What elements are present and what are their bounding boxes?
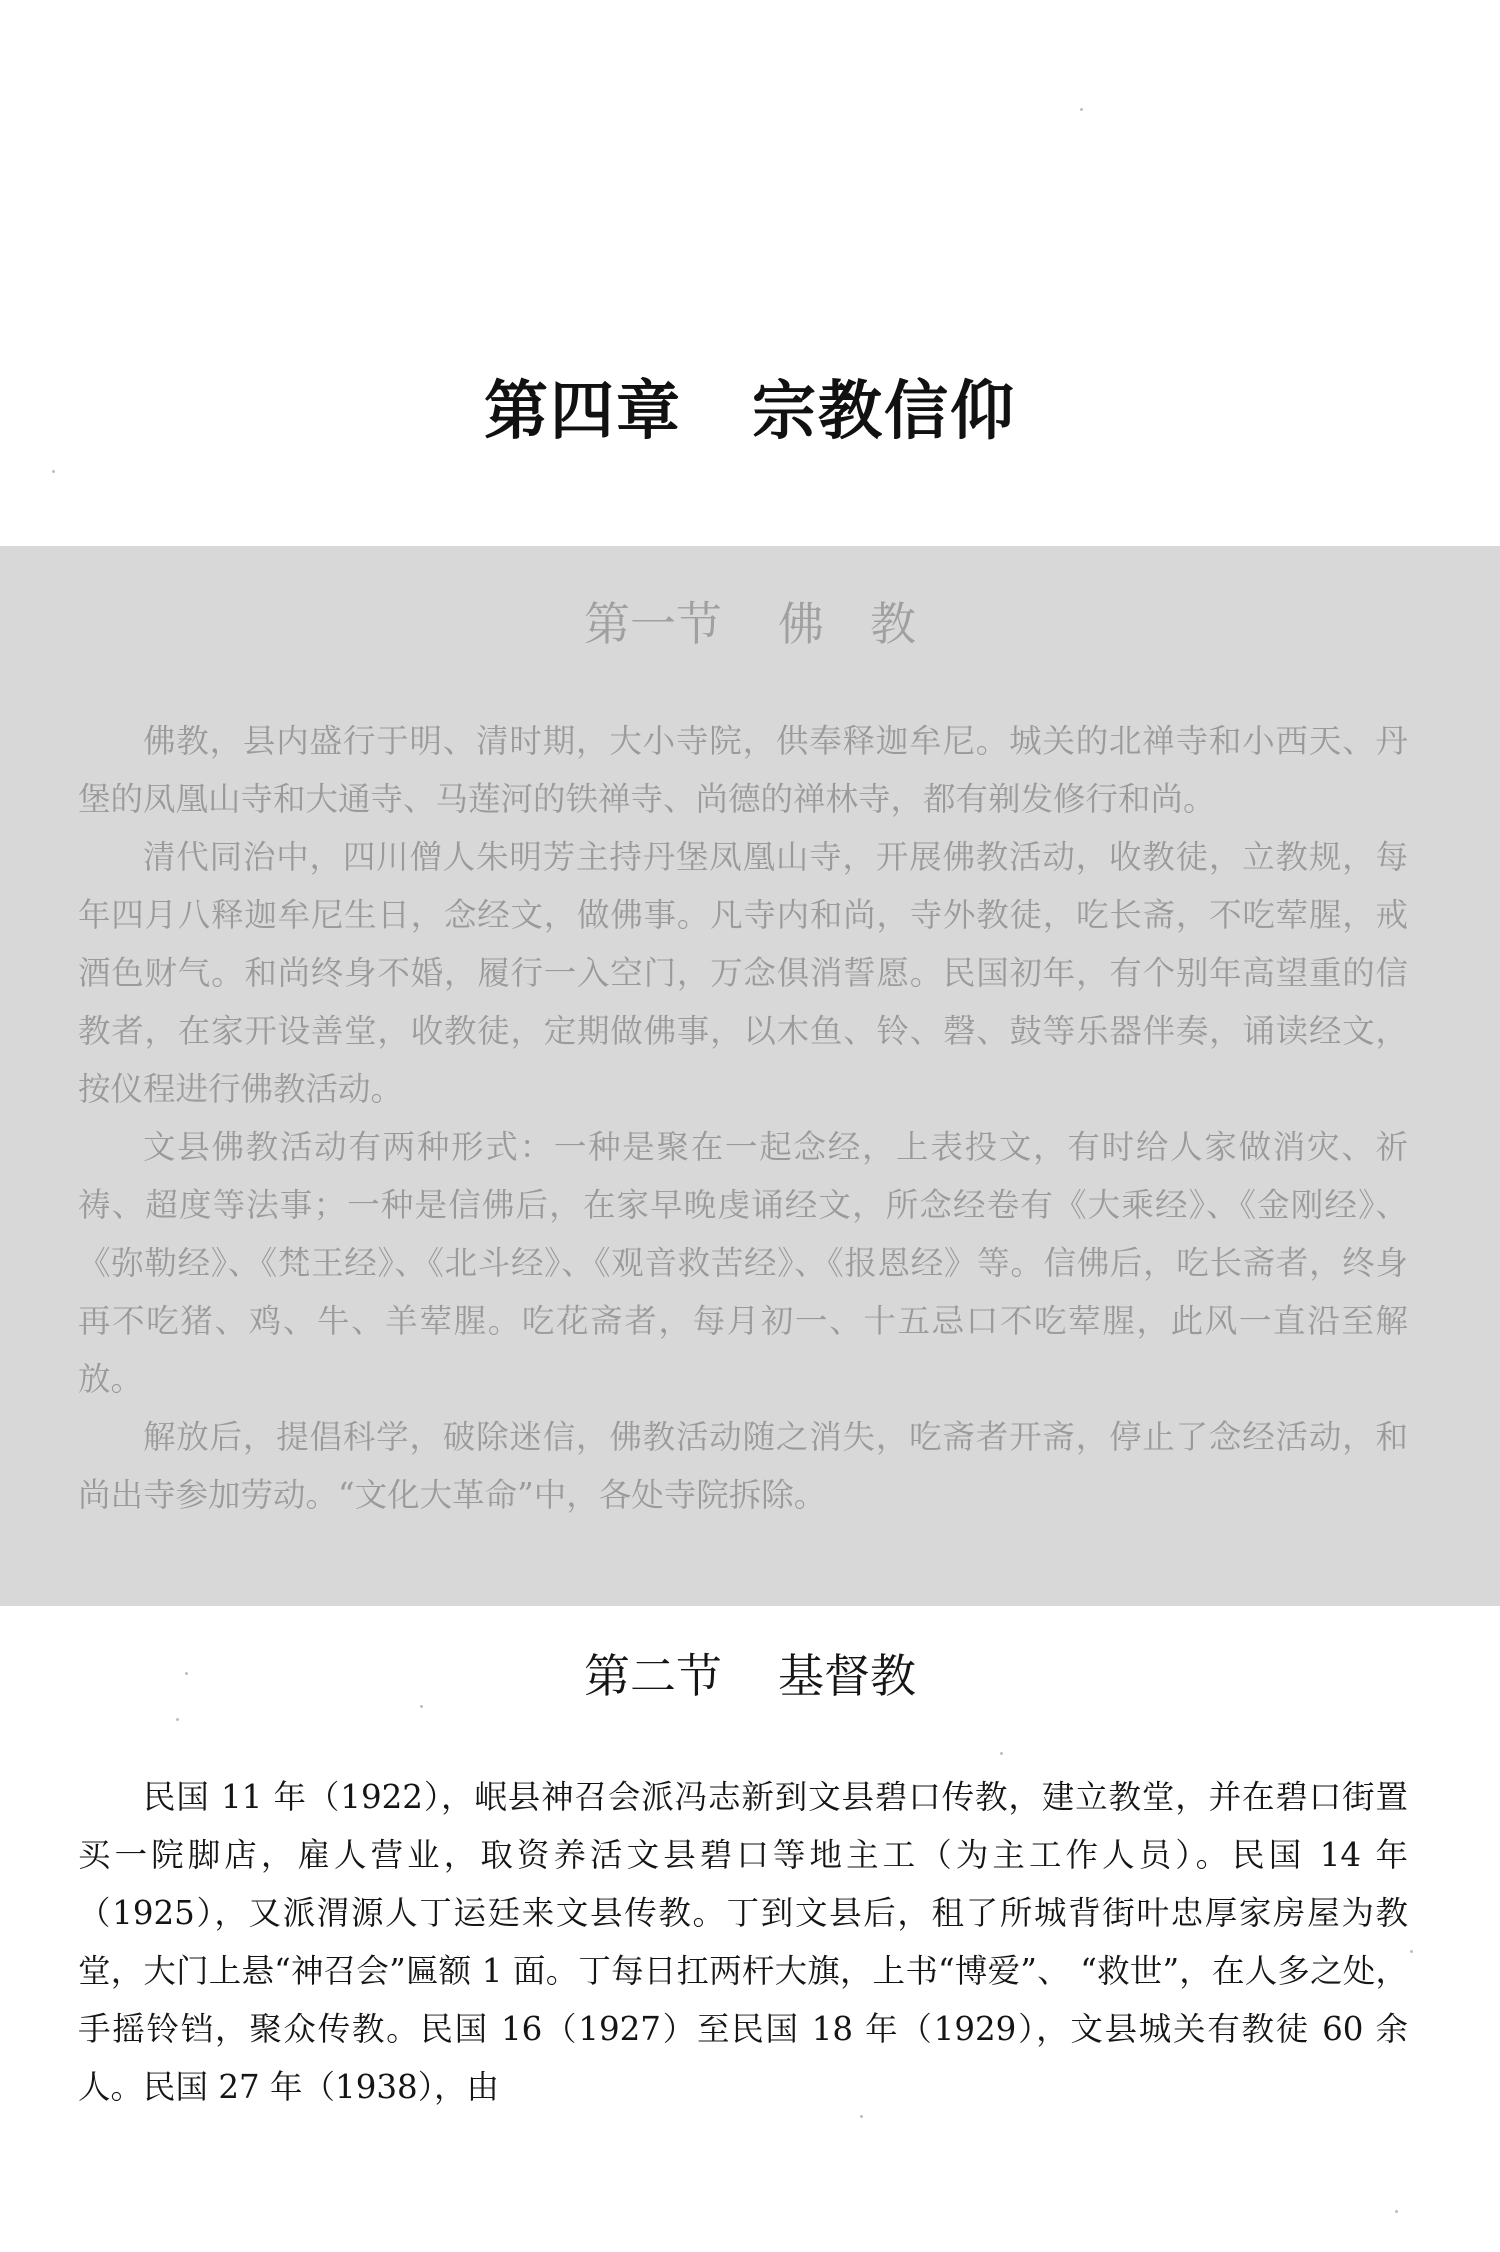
scan-speck bbox=[1410, 1950, 1413, 1953]
chapter-number: 第四章 bbox=[484, 375, 682, 449]
chapter-name: 宗教信仰 bbox=[752, 375, 1016, 449]
section-heading bbox=[0, 1640, 1500, 1706]
section-title: 基督教 bbox=[778, 1649, 916, 1703]
scan-speck bbox=[1000, 1752, 1003, 1755]
paragraph: 文县佛教活动有两种形式：一种是聚在一起念经，上表投文，有时给人家做消灾、祈祷、超度等法事；一种是信佛后，在家早晚虔诵经文，所念经卷有《大乘经》、《金刚经》、《弥勒经》、《梵王经》、《北斗经》、《观音救苦经》、《报恩经》等。信佛后，吃长斋者，终身再不吃猪、鸡、牛、羊荤腥。吃花斋者，每月初一、十五忌口不吃荤腥，此风一直沿至解放。 bbox=[78, 1128, 1408, 1398]
scan-speck bbox=[185, 1672, 188, 1675]
section-buddhism bbox=[0, 546, 1500, 1606]
section-number: 第二节 bbox=[584, 1649, 722, 1703]
section-title: 佛 教 bbox=[778, 597, 916, 651]
paragraph: 民国 11 年（1922），岷县神召会派冯志新到文县碧口传教，建立教堂，并在碧口街置买一院脚店，雇人营业，取资养活文县碧口等地主工（为主工作人员）。民国 14 年（1925），又派渭源人丁运廷来文县传教。丁到文县后，租了所城背街叶忠厚家房屋为教堂，大门上悬“神召会”匾额 1 面。丁每日扛两杆大旗，上书“博爱”、 “救世”，在人多之处，手摇铃铛，聚众传教。民国 16（1927）至民国 18 年（1929），文县城关有教徒 60 余人。民国 27 年（1938），由 bbox=[78, 1778, 1408, 2106]
section-body bbox=[78, 712, 1408, 1524]
paragraph: 解放后，提倡科学，破除迷信，佛教活动随之消失，吃斋者开斋，停止了念经活动，和尚出寺参加劳动。“文化大革命”中，各处寺院拆除。 bbox=[78, 1418, 1408, 1514]
scan-speck bbox=[1080, 108, 1083, 111]
scan-speck bbox=[176, 1718, 179, 1721]
section-heading bbox=[0, 588, 1500, 654]
section-number: 第一节 bbox=[584, 597, 722, 651]
scan-speck bbox=[1395, 2210, 1398, 2213]
section-body bbox=[78, 1768, 1408, 2116]
paragraph: 佛教，县内盛行于明、清时期，大小寺院，供奉释迦牟尼。城关的北禅寺和小西天、丹堡的凤凰山寺和大通寺、马莲河的铁禅寺、尚德的禅林寺，都有剃发修行和尚。 bbox=[78, 722, 1408, 818]
paragraph: 清代同治中，四川僧人朱明芳主持丹堡凤凰山寺，开展佛教活动，收教徒，立教规，每年四月八释迦牟尼生日，念经文，做佛事。凡寺内和尚，寺外教徒，吃长斋，不吃荤腥，戒酒色财气。和尚终身不婚，履行一入空门，万念俱消誓愿。民国初年，有个别年高望重的信教者，在家开设善堂，收教徒，定期做佛事，以木鱼、铃、磬、鼓等乐器伴奏，诵读经文，按仪程进行佛教活动。 bbox=[78, 838, 1408, 1108]
scan-speck bbox=[420, 1705, 423, 1708]
scan-speck bbox=[52, 470, 55, 473]
scan-speck bbox=[860, 2115, 863, 2118]
chapter-title bbox=[0, 360, 1500, 452]
